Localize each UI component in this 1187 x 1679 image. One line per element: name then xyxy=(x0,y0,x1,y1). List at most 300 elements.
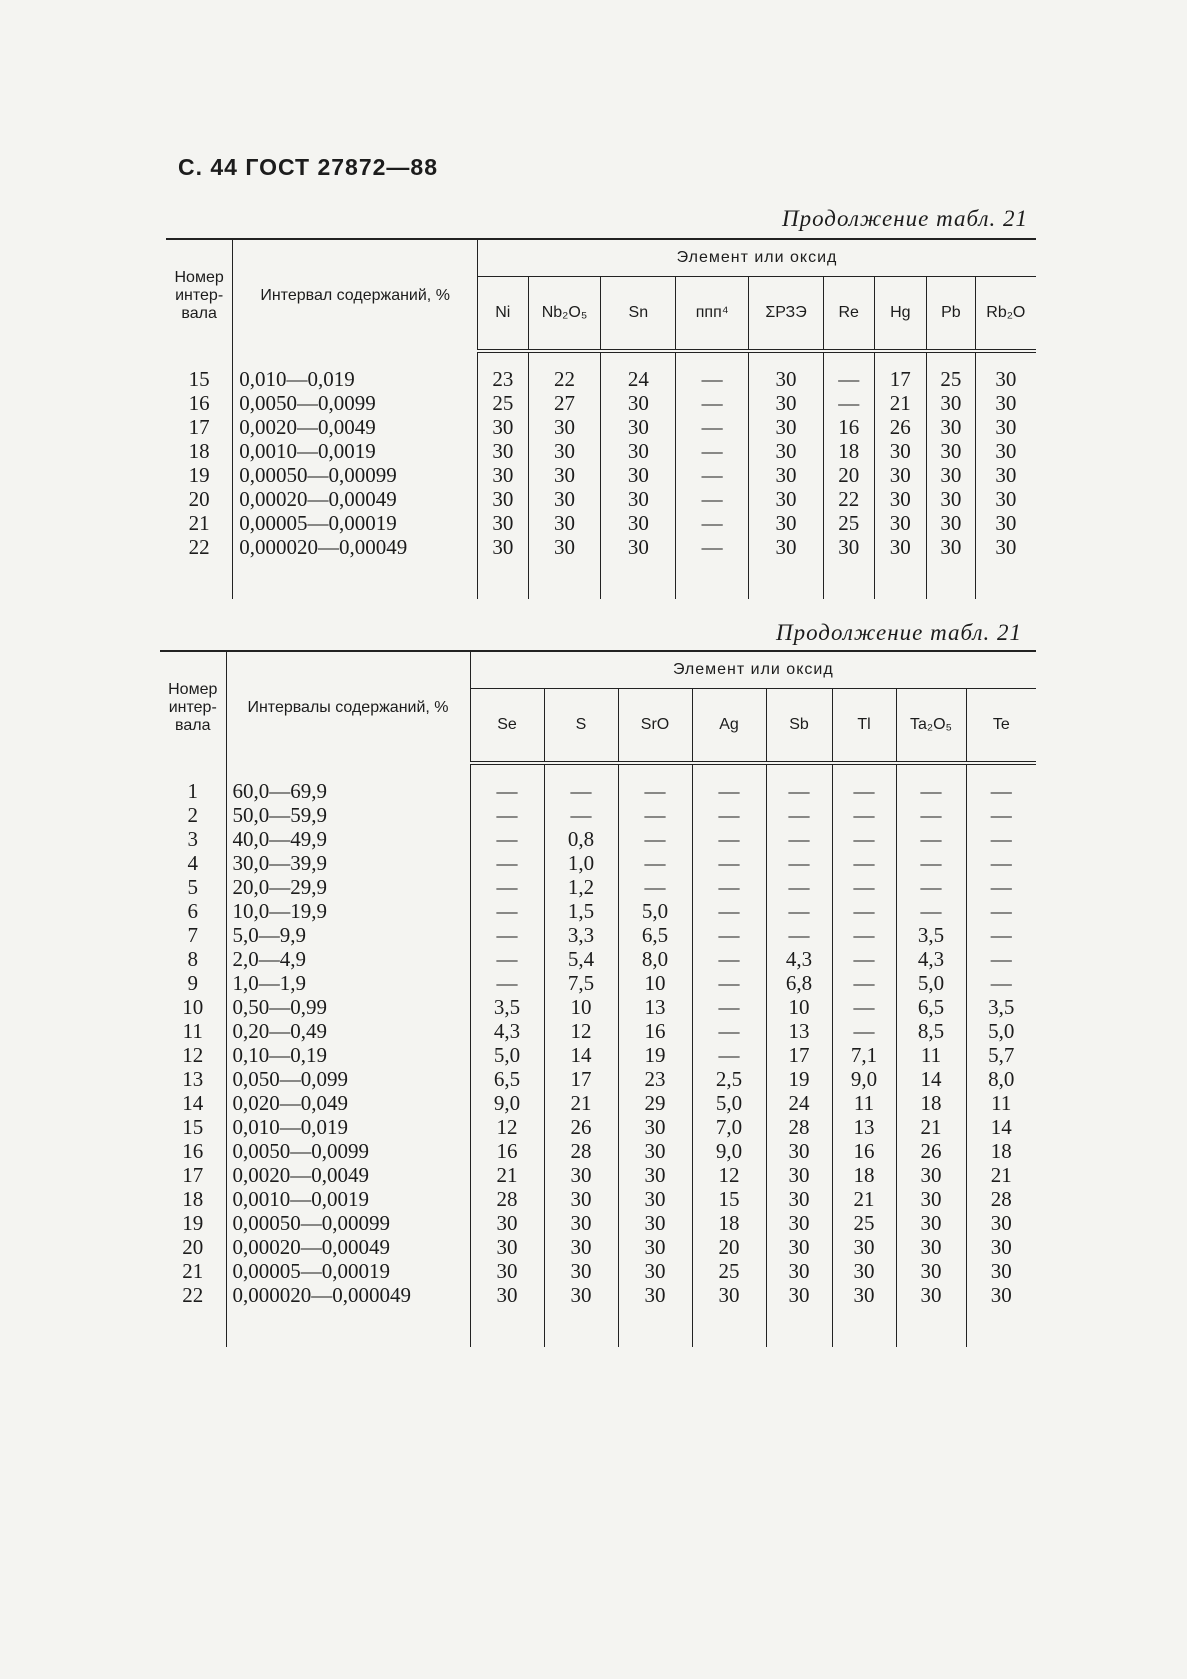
value-cell: 14 xyxy=(544,1043,618,1067)
table-row xyxy=(166,535,1036,559)
value-cell: — xyxy=(676,439,749,463)
value-cell: — xyxy=(966,851,1036,875)
interval-range: 60,0—69,9 xyxy=(226,779,470,803)
element-header: Tl xyxy=(832,689,896,764)
value-cell: 27 xyxy=(528,391,601,415)
value-cell: 28 xyxy=(544,1139,618,1163)
value-cell: 10 xyxy=(618,971,692,995)
interval-number: 5 xyxy=(187,875,198,899)
value-cell: — xyxy=(470,923,544,947)
value-cell: 30 xyxy=(966,1283,1036,1307)
value-cell: — xyxy=(692,899,766,923)
value-cell: — xyxy=(692,923,766,947)
value-cell: 30 xyxy=(749,439,824,463)
interval-range: 0,20—0,49 xyxy=(226,1019,470,1043)
value-cell: 30 xyxy=(470,1235,544,1259)
value-cell: 30 xyxy=(470,1259,544,1283)
element-header: S xyxy=(544,689,618,764)
value-cell: 11 xyxy=(896,1043,966,1067)
table-row xyxy=(160,1211,1036,1235)
table-row xyxy=(160,779,1036,803)
value-cell: 14 xyxy=(896,1067,966,1091)
value-cell: 30 xyxy=(618,1115,692,1139)
value-cell: — xyxy=(832,899,896,923)
value-cell: 30 xyxy=(601,391,676,415)
col-interval-header: Интервалы содержаний, % xyxy=(226,651,470,763)
value-cell: 20 xyxy=(692,1235,766,1259)
interval-number: 16 xyxy=(182,1139,204,1163)
value-cell: 23 xyxy=(618,1067,692,1091)
interval-number: 19 xyxy=(182,1211,204,1235)
element-header: Nb₂O₅ xyxy=(528,277,601,352)
table-row xyxy=(160,971,1036,995)
value-cell: 30 xyxy=(749,535,824,559)
value-cell: — xyxy=(470,827,544,851)
value-cell: 30 xyxy=(823,535,874,559)
interval-number: 20 xyxy=(188,487,210,511)
table-row xyxy=(160,827,1036,851)
value-cell: — xyxy=(544,779,618,803)
col-number-header: Номер интер-вала xyxy=(160,651,226,763)
table-row xyxy=(160,851,1036,875)
value-cell: 30 xyxy=(601,439,676,463)
value-cell: — xyxy=(896,827,966,851)
interval-number: 21 xyxy=(182,1259,204,1283)
interval-range: 0,00005—0,00019 xyxy=(226,1259,470,1283)
table-row xyxy=(160,1043,1036,1067)
interval-range: 0,000020—0,00049 xyxy=(233,535,478,559)
element-header: Se xyxy=(470,689,544,764)
value-cell: — xyxy=(823,367,874,391)
value-cell: 30 xyxy=(927,487,976,511)
value-cell: 30 xyxy=(766,1139,832,1163)
value-cell: 7,5 xyxy=(544,971,618,995)
interval-range: 0,050—0,099 xyxy=(226,1067,470,1091)
value-cell: 8,0 xyxy=(618,947,692,971)
value-cell: 30 xyxy=(478,439,529,463)
value-cell: 6,5 xyxy=(896,995,966,1019)
value-cell: 30 xyxy=(927,535,976,559)
interval-range: 1,0—1,9 xyxy=(226,971,470,995)
value-cell: 30 xyxy=(601,415,676,439)
value-cell: 30 xyxy=(927,415,976,439)
group-header: Элемент или оксид xyxy=(470,651,1036,689)
value-cell: 28 xyxy=(470,1187,544,1211)
value-cell: 30 xyxy=(896,1283,966,1307)
value-cell: 16 xyxy=(618,1019,692,1043)
value-cell: — xyxy=(618,827,692,851)
value-cell: 30 xyxy=(832,1235,896,1259)
value-cell: 30 xyxy=(601,487,676,511)
table-row xyxy=(160,803,1036,827)
value-cell: 5,4 xyxy=(544,947,618,971)
value-cell: — xyxy=(676,391,749,415)
value-cell: — xyxy=(832,779,896,803)
value-cell: 30 xyxy=(601,535,676,559)
value-cell: 2,5 xyxy=(692,1067,766,1091)
interval-number: 2 xyxy=(187,803,198,827)
value-cell: — xyxy=(832,875,896,899)
value-cell: — xyxy=(618,803,692,827)
value-cell: — xyxy=(896,851,966,875)
value-cell: 30 xyxy=(896,1163,966,1187)
value-cell: — xyxy=(676,511,749,535)
value-cell: 21 xyxy=(470,1163,544,1187)
table-row xyxy=(160,995,1036,1019)
element-header: Sb xyxy=(766,689,832,764)
value-cell: — xyxy=(966,947,1036,971)
interval-range: 2,0—4,9 xyxy=(226,947,470,971)
table-row xyxy=(166,439,1036,463)
value-cell: 10 xyxy=(544,995,618,1019)
value-cell: — xyxy=(766,827,832,851)
value-cell: 30 xyxy=(478,511,529,535)
col-interval-header: Интервал содержаний, % xyxy=(233,239,478,351)
interval-range: 0,0010—0,0019 xyxy=(233,439,478,463)
table-row xyxy=(160,1115,1036,1139)
value-cell: 18 xyxy=(692,1211,766,1235)
value-cell: 11 xyxy=(832,1091,896,1115)
interval-range: 5,0—9,9 xyxy=(226,923,470,947)
table-row xyxy=(160,1235,1036,1259)
interval-number: 9 xyxy=(187,971,198,995)
value-cell: 24 xyxy=(766,1091,832,1115)
value-cell: 30 xyxy=(874,487,927,511)
interval-range: 0,010—0,019 xyxy=(226,1115,470,1139)
value-cell: 30 xyxy=(544,1187,618,1211)
value-cell: — xyxy=(766,899,832,923)
value-cell: 30 xyxy=(975,487,1036,511)
interval-range: 0,00050—0,00099 xyxy=(226,1211,470,1235)
interval-number: 22 xyxy=(188,535,210,559)
value-cell: 25 xyxy=(832,1211,896,1235)
value-cell: 30 xyxy=(975,391,1036,415)
value-cell: 29 xyxy=(618,1091,692,1115)
value-cell: 30 xyxy=(528,487,601,511)
value-cell: 20 xyxy=(823,463,874,487)
value-cell: 18 xyxy=(832,1163,896,1187)
interval-range: 40,0—49,9 xyxy=(226,827,470,851)
table2 xyxy=(160,650,1036,1347)
value-cell: 30 xyxy=(544,1283,618,1307)
value-cell: 30 xyxy=(975,535,1036,559)
table-row xyxy=(166,487,1036,511)
value-cell: 30 xyxy=(478,415,529,439)
value-cell: 30 xyxy=(478,487,529,511)
value-cell: — xyxy=(966,923,1036,947)
interval-number: 17 xyxy=(182,1163,204,1187)
table-row xyxy=(166,511,1036,535)
value-cell: 30 xyxy=(832,1259,896,1283)
interval-range: 0,00020—0,00049 xyxy=(233,487,478,511)
value-cell: — xyxy=(470,779,544,803)
value-cell: 5,0 xyxy=(966,1019,1036,1043)
value-cell: — xyxy=(832,851,896,875)
value-cell: 30 xyxy=(749,415,824,439)
value-cell: 30 xyxy=(927,511,976,535)
value-cell: 6,5 xyxy=(470,1067,544,1091)
element-header: Te xyxy=(966,689,1036,764)
interval-range: 20,0—29,9 xyxy=(226,875,470,899)
value-cell: 30 xyxy=(766,1211,832,1235)
value-cell: — xyxy=(692,851,766,875)
table-row xyxy=(160,947,1036,971)
interval-range: 0,50—0,99 xyxy=(226,995,470,1019)
value-cell: 5,0 xyxy=(692,1091,766,1115)
value-cell: 30 xyxy=(601,511,676,535)
element-header: Re xyxy=(823,277,874,352)
value-cell: — xyxy=(544,803,618,827)
value-cell: — xyxy=(692,995,766,1019)
value-cell: 19 xyxy=(618,1043,692,1067)
value-cell: 30 xyxy=(749,391,824,415)
value-cell: 1,5 xyxy=(544,899,618,923)
value-cell: 4,3 xyxy=(896,947,966,971)
value-cell: 13 xyxy=(618,995,692,1019)
value-cell: 30 xyxy=(975,463,1036,487)
interval-range: 0,0020—0,0049 xyxy=(226,1163,470,1187)
value-cell: 7,1 xyxy=(832,1043,896,1067)
value-cell: — xyxy=(966,803,1036,827)
value-cell: 16 xyxy=(832,1139,896,1163)
value-cell: 30 xyxy=(470,1211,544,1235)
value-cell: 30 xyxy=(544,1235,618,1259)
value-cell: 30 xyxy=(896,1235,966,1259)
value-cell: 30 xyxy=(927,391,976,415)
table1 xyxy=(166,238,1036,599)
value-cell: 6,8 xyxy=(766,971,832,995)
value-cell: 30 xyxy=(766,1235,832,1259)
value-cell: — xyxy=(896,875,966,899)
value-cell: 25 xyxy=(823,511,874,535)
interval-range: 30,0—39,9 xyxy=(226,851,470,875)
value-cell: — xyxy=(966,971,1036,995)
value-cell: 26 xyxy=(874,415,927,439)
value-cell: 30 xyxy=(618,1187,692,1211)
value-cell: 30 xyxy=(896,1211,966,1235)
value-cell: 30 xyxy=(749,487,824,511)
interval-range: 0,000020—0,000049 xyxy=(226,1283,470,1307)
value-cell: 19 xyxy=(766,1067,832,1091)
value-cell: 30 xyxy=(544,1259,618,1283)
value-cell: — xyxy=(832,803,896,827)
element-header: Ag xyxy=(692,689,766,764)
interval-range: 50,0—59,9 xyxy=(226,803,470,827)
value-cell: 30 xyxy=(766,1163,832,1187)
table-row xyxy=(166,391,1036,415)
value-cell: — xyxy=(766,851,832,875)
value-cell: — xyxy=(692,1019,766,1043)
value-cell: 16 xyxy=(470,1139,544,1163)
interval-number: 6 xyxy=(187,899,198,923)
value-cell: — xyxy=(692,1043,766,1067)
value-cell: — xyxy=(832,947,896,971)
value-cell: 17 xyxy=(766,1043,832,1067)
table-row xyxy=(160,1019,1036,1043)
value-cell: 18 xyxy=(966,1139,1036,1163)
value-cell: 0,8 xyxy=(544,827,618,851)
table-row xyxy=(160,1283,1036,1307)
value-cell: 24 xyxy=(601,367,676,391)
interval-range: 0,0050—0,0099 xyxy=(226,1139,470,1163)
value-cell: — xyxy=(966,827,1036,851)
element-header: ΣРЗЭ xyxy=(749,277,824,352)
table-row xyxy=(160,1259,1036,1283)
page-header: С. 44 ГОСТ 27872—88 xyxy=(178,154,439,180)
value-cell: 30 xyxy=(896,1259,966,1283)
value-cell: 30 xyxy=(749,463,824,487)
interval-range: 0,0050—0,0099 xyxy=(233,391,478,415)
value-cell: 12 xyxy=(692,1163,766,1187)
value-cell: — xyxy=(676,535,749,559)
value-cell: 1,2 xyxy=(544,875,618,899)
table-row xyxy=(166,415,1036,439)
value-cell: — xyxy=(470,803,544,827)
value-cell: — xyxy=(966,779,1036,803)
value-cell: 28 xyxy=(766,1115,832,1139)
interval-range: 0,0020—0,0049 xyxy=(233,415,478,439)
value-cell: 28 xyxy=(966,1187,1036,1211)
value-cell: — xyxy=(470,875,544,899)
value-cell: 30 xyxy=(528,535,601,559)
value-cell: — xyxy=(470,899,544,923)
value-cell: 30 xyxy=(975,415,1036,439)
value-cell: — xyxy=(692,947,766,971)
value-cell: — xyxy=(966,875,1036,899)
value-cell: 21 xyxy=(966,1163,1036,1187)
interval-number: 22 xyxy=(182,1283,204,1307)
value-cell: 5,7 xyxy=(966,1043,1036,1067)
element-header: Ta₂O₅ xyxy=(896,689,966,764)
value-cell: 30 xyxy=(528,439,601,463)
element-header: Pb xyxy=(927,277,976,352)
interval-number: 18 xyxy=(188,439,210,463)
value-cell: 26 xyxy=(544,1115,618,1139)
interval-number: 11 xyxy=(182,1019,203,1043)
value-cell: — xyxy=(470,947,544,971)
value-cell: 14 xyxy=(966,1115,1036,1139)
table-row xyxy=(160,875,1036,899)
value-cell: 30 xyxy=(618,1163,692,1187)
element-header: Sn xyxy=(601,277,676,352)
value-cell: 3,5 xyxy=(470,995,544,1019)
value-cell: — xyxy=(618,851,692,875)
value-cell: 30 xyxy=(966,1259,1036,1283)
value-cell: — xyxy=(676,367,749,391)
value-cell: 30 xyxy=(766,1259,832,1283)
interval-number: 1 xyxy=(187,779,198,803)
value-cell: 30 xyxy=(618,1211,692,1235)
value-cell: 9,0 xyxy=(470,1091,544,1115)
element-header: Ni xyxy=(478,277,529,352)
value-cell: 30 xyxy=(528,511,601,535)
value-cell: 30 xyxy=(832,1283,896,1307)
value-cell: 30 xyxy=(478,535,529,559)
interval-number: 15 xyxy=(182,1115,204,1139)
value-cell: 5,0 xyxy=(896,971,966,995)
value-cell: 22 xyxy=(528,367,601,391)
value-cell: — xyxy=(896,779,966,803)
interval-number: 21 xyxy=(188,511,210,535)
value-cell: 30 xyxy=(692,1283,766,1307)
element-header: Hg xyxy=(874,277,927,352)
interval-range: 0,00050—0,00099 xyxy=(233,463,478,487)
value-cell: 18 xyxy=(823,439,874,463)
value-cell: 13 xyxy=(766,1019,832,1043)
value-cell: — xyxy=(966,899,1036,923)
value-cell: — xyxy=(896,899,966,923)
value-cell: — xyxy=(823,391,874,415)
value-cell: 3,5 xyxy=(896,923,966,947)
value-cell: 30 xyxy=(874,439,927,463)
value-cell: — xyxy=(832,995,896,1019)
value-cell: — xyxy=(832,827,896,851)
interval-number: 4 xyxy=(187,851,198,875)
value-cell: 6,5 xyxy=(618,923,692,947)
value-cell: 30 xyxy=(896,1187,966,1211)
table-row xyxy=(160,1163,1036,1187)
interval-range: 0,10—0,19 xyxy=(226,1043,470,1067)
value-cell: 1,0 xyxy=(544,851,618,875)
value-cell: 21 xyxy=(896,1115,966,1139)
value-cell: 30 xyxy=(470,1283,544,1307)
col-number-header: Номер интер-вала xyxy=(166,239,233,351)
value-cell: 3,3 xyxy=(544,923,618,947)
value-cell: 5,0 xyxy=(470,1043,544,1067)
value-cell: 23 xyxy=(478,367,529,391)
value-cell: 30 xyxy=(927,439,976,463)
interval-range: 0,0010—0,0019 xyxy=(226,1187,470,1211)
table-row xyxy=(166,367,1036,391)
value-cell: 30 xyxy=(528,415,601,439)
value-cell: 30 xyxy=(874,463,927,487)
value-cell: 13 xyxy=(832,1115,896,1139)
value-cell: 4,3 xyxy=(766,947,832,971)
interval-number: 8 xyxy=(187,947,198,971)
value-cell: 26 xyxy=(896,1139,966,1163)
value-cell: — xyxy=(470,851,544,875)
table-row xyxy=(160,1067,1036,1091)
value-cell: — xyxy=(676,487,749,511)
value-cell: 9,0 xyxy=(692,1139,766,1163)
value-cell: 25 xyxy=(927,367,976,391)
value-cell: 17 xyxy=(544,1067,618,1091)
value-cell: 8,0 xyxy=(966,1067,1036,1091)
value-cell: — xyxy=(676,463,749,487)
value-cell: — xyxy=(766,779,832,803)
value-cell: 30 xyxy=(874,535,927,559)
value-cell: 30 xyxy=(766,1187,832,1211)
value-cell: 30 xyxy=(618,1283,692,1307)
value-cell: — xyxy=(766,923,832,947)
interval-number: 13 xyxy=(182,1067,204,1091)
interval-number: 18 xyxy=(182,1187,204,1211)
interval-range: 0,00020—0,00049 xyxy=(226,1235,470,1259)
value-cell: — xyxy=(766,803,832,827)
value-cell: — xyxy=(618,875,692,899)
value-cell: 17 xyxy=(874,367,927,391)
table2-caption: Продолжение табл. 21 xyxy=(776,620,1022,645)
value-cell: 16 xyxy=(823,415,874,439)
element-header: ппп⁴ xyxy=(676,277,749,352)
value-cell: 30 xyxy=(975,511,1036,535)
value-cell: 15 xyxy=(692,1187,766,1211)
value-cell: 4,3 xyxy=(470,1019,544,1043)
value-cell: 10 xyxy=(766,995,832,1019)
value-cell: — xyxy=(766,875,832,899)
value-cell: — xyxy=(832,1019,896,1043)
value-cell: 30 xyxy=(618,1259,692,1283)
